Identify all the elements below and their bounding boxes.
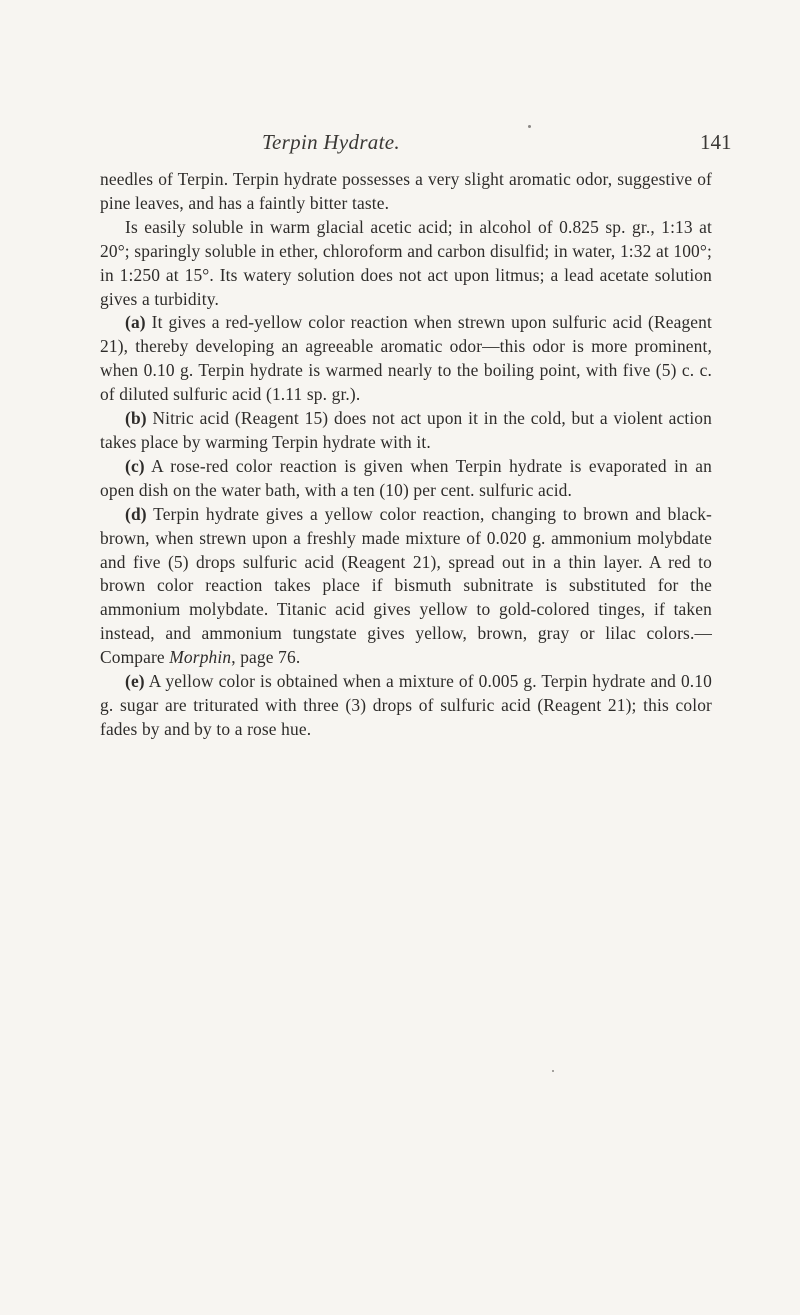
paragraph-test-c	[100, 455, 712, 503]
paragraph-text-tail: , page 76.	[231, 647, 301, 668]
paragraph-text: Nitric acid (Reagent 15) does not act upon it in the cold, but a violent action takes place by warming Terpin hydrate with it.	[100, 408, 712, 452]
paragraph-text: It gives a red-yellow color reaction when strewn upon sulfuric acid (Reagent 21), thereby developing an agreeable aromatic odor—this odor is more prominent, when 0.10 g. Terpin hydrate is warmed nearly to the boiling point, with five (5) c. c. of diluted sulfuric acid (1.11 sp. gr.).	[100, 312, 712, 405]
test-label: (d)	[125, 503, 147, 524]
paragraph-test-d	[100, 503, 712, 670]
test-label: (e)	[125, 671, 145, 692]
paragraph-intro	[100, 168, 712, 216]
paragraph-text: A rose-red color reaction is given when Terpin hydrate is evaporated in an open dish on the water bath, with a ten (10) per cent. sulfuric acid.	[100, 455, 712, 500]
test-label: (b)	[125, 408, 147, 429]
paragraph-test-a	[100, 311, 712, 407]
page-number: 141	[700, 130, 732, 154]
paragraph-text: Terpin hydrate gives a yellow color reaction, changing to brown and black-brown, when strewn upon a freshly made mixture of 0.020 g. ammonium molybdate and five (5) drops sulfuric acid (Reagent 21), spread out in a thin layer. A red to brown color reaction takes place if bismuth subnitrate is substituted for the ammonium molybdate. Titanic acid gives yellow to gold-colored tinges, if taken instead, and ammonium tungstate gives yellow, brown, gray or lilac colors.—Compare	[100, 503, 712, 668]
paper-speck	[528, 125, 531, 128]
test-label: (a)	[125, 312, 146, 333]
paragraph-test-b	[100, 407, 712, 455]
body-text	[100, 168, 712, 742]
paragraph-test-e	[100, 670, 712, 742]
test-label: (c)	[125, 455, 145, 476]
paper-speck	[552, 1070, 554, 1072]
running-title: Terpin Hydrate.	[262, 130, 400, 154]
paragraph-text: A yellow color is obtained when a mixture of 0.005 g. Terpin hydrate and 0.10 g. sugar are triturated with three (3) drops of sulfuric acid (Reagent 21); this color fades by and by to a rose hue.	[100, 671, 712, 739]
paragraph-text: needles of Terpin. Terpin hydrate possesses a very slight aromatic odor, suggestive of pine leaves, and has a faintly bitter taste.	[100, 169, 712, 213]
cross-reference: Morphin	[169, 647, 232, 668]
paragraph-solubility	[100, 216, 712, 312]
running-head	[0, 130, 800, 162]
paragraph-text: Is easily soluble in warm glacial acetic acid; in alcohol of 0.825 sp. gr., 1:13 at 20°; sparingly soluble in ether, chloroform and carbon disulfid; in water, 1:32 at 100°; in 1:250 at 15°. Its watery solution does not act upon litmus; a lead acetate solution gives a turbidity.	[100, 216, 712, 309]
